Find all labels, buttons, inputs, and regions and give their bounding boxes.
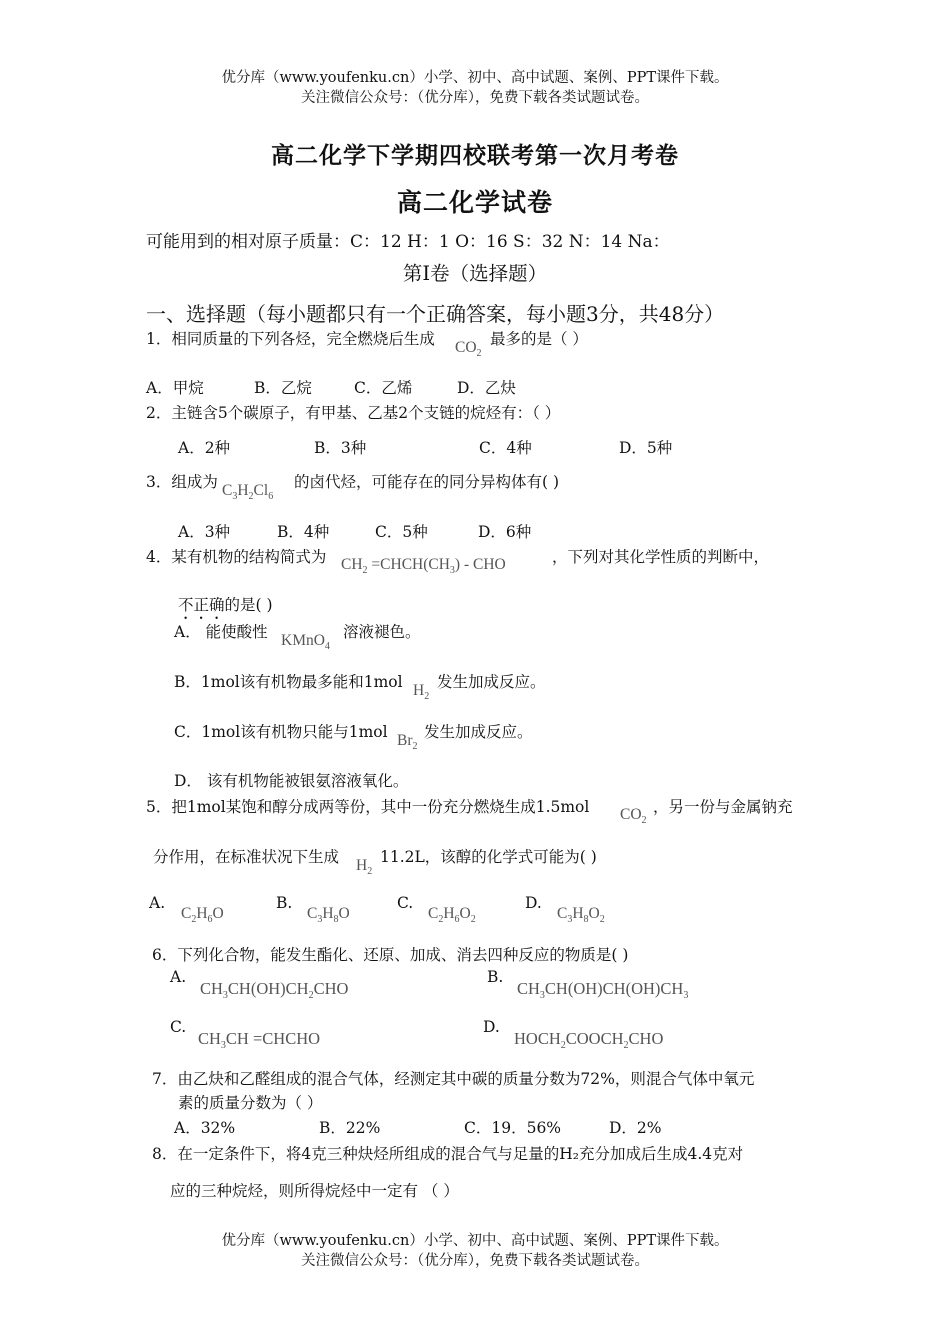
exam-title: 高二化学下学期四校联考第一次月考卷 xyxy=(271,142,679,169)
q7-option-c[interactable]: C．19．56% xyxy=(464,1119,562,1137)
q2-option-d[interactable]: D．5种 xyxy=(619,439,673,457)
q5-label-a[interactable]: A. xyxy=(149,894,166,912)
q4-line-2 xyxy=(178,593,273,623)
q7-option-d[interactable]: D．2% xyxy=(609,1119,662,1137)
q6-label-b[interactable]: B. xyxy=(487,968,504,986)
q5-label-d[interactable]: D. xyxy=(525,894,542,912)
q4-tail: ，下列对其化学性质的判断中， xyxy=(552,548,770,566)
atomic-masses: 可能用到的相对原子质量：C：12 H：1 O：16 S：32 N：14 Na： xyxy=(146,232,670,252)
q2-option-a[interactable]: A．2种 xyxy=(178,439,231,457)
volume-heading: 第Ⅰ卷（选择题） xyxy=(402,262,548,285)
q5-option-b-formula: $C_3H_8O$ xyxy=(307,905,350,925)
q4-structural-formula: $CH_2$ $=CHCH(CH_3)$ - CHO xyxy=(341,556,506,576)
q4-stem: 4．某有机物的结构简式为 xyxy=(146,548,327,566)
q6-option-c-formula: $CH_3CH$ =CHCHO xyxy=(198,1029,321,1051)
q4-option-a-tail: 溶液褪色。 xyxy=(343,623,421,641)
q6-label-c[interactable]: C. xyxy=(170,1018,187,1036)
q7-option-b[interactable]: B．22% xyxy=(319,1119,381,1137)
q4-option-b-tail: 发生加成反应。 xyxy=(437,673,546,691)
header-line-1: 优分库（www.youfenku.cn）小学、初中、高中试题、案例、PPT课件下载。 xyxy=(221,70,729,86)
q4-option-a[interactable]: A． 能使酸性 xyxy=(174,623,268,641)
q5-label-b[interactable]: B. xyxy=(276,894,293,912)
q5-stem-tail: ，另一份与金属钠充 xyxy=(653,798,793,816)
q4-emphasis-not-correct: 不正确 xyxy=(178,596,225,614)
q5-line-2: 分作用，在标准状况下生成 xyxy=(153,848,340,866)
q5-stem: 5．把1mol某饱和醇分成两等份，其中一份充分燃烧生成1.5mol xyxy=(146,798,590,816)
q5-option-c-formula: $C_2H_6O_2$ xyxy=(428,905,476,925)
q2-option-b[interactable]: B．3种 xyxy=(314,439,367,457)
q3-option-d[interactable]: D．6种 xyxy=(478,523,532,541)
q8-line-2: 应的三种烷烃，则所得烷烃中一定有 （ ） xyxy=(170,1182,459,1200)
q5-option-a-formula: $C_2H_6O$ xyxy=(181,905,224,925)
q1-option-b[interactable]: B．乙烷 xyxy=(254,379,312,397)
q1-option-a[interactable]: A．甲烷 xyxy=(146,379,204,397)
footer-line-2: 关注微信公众号：（优分库），免费下载各类试题试卷。 xyxy=(301,1253,649,1269)
q4-option-d[interactable]: D． 该有机物能被银氨溶液氧化。 xyxy=(174,772,409,790)
q4-line2-tail: 的是( ) xyxy=(224,596,273,614)
paper-subtitle: 高二化学试卷 xyxy=(396,188,553,217)
q4-formula-h2: $H_2$ xyxy=(413,682,430,702)
q4-formula-kmno4: KMnO$_4$ xyxy=(281,632,330,652)
q6-option-b-formula: $CH_3CH(OH)CH(OH)CH_3$ xyxy=(517,979,689,1001)
q4-formula-br2: $Br_2$ xyxy=(397,732,418,752)
q5-formula-h2: $H_2$ xyxy=(356,857,373,877)
q6-option-d-formula: $HOCH_2COOCH_2CHO$ xyxy=(514,1029,664,1051)
q7-option-a[interactable]: A．32% xyxy=(174,1119,236,1137)
q1-option-c[interactable]: C．乙烯 xyxy=(354,379,413,397)
q8-stem: 8．在一定条件下，将4克三种炔烃所组成的混合气与足量的H₂充分加成后生成4.4克对 xyxy=(152,1145,744,1163)
q3-formula: $C_3H_2Cl_6$ xyxy=(222,482,274,502)
q5-formula-co2: $CO_2$ xyxy=(620,806,647,826)
q3-tail: 的卤代烃，可能存在的同分异构体有( ) xyxy=(294,473,560,491)
q6-option-a-formula: $CH_3CH(OH)CH_2CHO$ xyxy=(200,979,349,1001)
q2-option-c[interactable]: C．4种 xyxy=(479,439,532,457)
q5-label-c[interactable]: C. xyxy=(397,894,414,912)
q3-stem: 3．组成为 xyxy=(146,473,218,491)
footer-line-1: 优分库（www.youfenku.cn）小学、初中、高中试题、案例、PPT课件下载。 xyxy=(221,1233,729,1249)
q3-option-a[interactable]: A．3种 xyxy=(178,523,231,541)
q6-label-a[interactable]: A. xyxy=(170,968,187,986)
q3-option-b[interactable]: B．4种 xyxy=(277,523,330,541)
q1-stem: 1．相同质量的下列各烃，完全燃烧后生成 xyxy=(146,330,435,348)
q1-tail: 最多的是（ ） xyxy=(490,330,588,348)
q7-stem: 7．由乙炔和乙醛组成的混合气体，经测定其中碳的质量分数为72%，则混合气体中氧元 xyxy=(152,1070,755,1088)
q5-line-2-tail: 11.2L，该醇的化学式可能为( ) xyxy=(380,848,597,866)
q6-label-d[interactable]: D. xyxy=(483,1018,500,1036)
q4-option-c[interactable]: C．1mol该有机物只能与1mol xyxy=(174,723,388,741)
section-heading: 一、选择题（每小题都只有一个正确答案，每小题3分，共48分） xyxy=(146,302,725,326)
q6-stem: 6．下列化合物，能发生酯化、还原、加成、消去四种反应的物质是( ) xyxy=(152,946,629,964)
q4-option-b[interactable]: B．1mol该有机物最多能和1mol xyxy=(174,673,403,691)
q2-stem: 2．主链含5个碳原子，有甲基、乙基2个支链的烷烃有：（ ） xyxy=(146,404,561,422)
q1-option-d[interactable]: D．乙炔 xyxy=(457,379,516,397)
q7-line-2: 素的质量分数为（ ） xyxy=(178,1094,323,1112)
q1-formula-co2: $CO_2$ xyxy=(455,339,482,359)
header-line-2: 关注微信公众号：（优分库），免费下载各类试题试卷。 xyxy=(301,90,649,106)
q4-option-c-tail: 发生加成反应。 xyxy=(424,723,533,741)
q3-option-c[interactable]: C．5种 xyxy=(375,523,428,541)
q5-option-d-formula: $C_3H_8O_2$ xyxy=(557,905,605,925)
